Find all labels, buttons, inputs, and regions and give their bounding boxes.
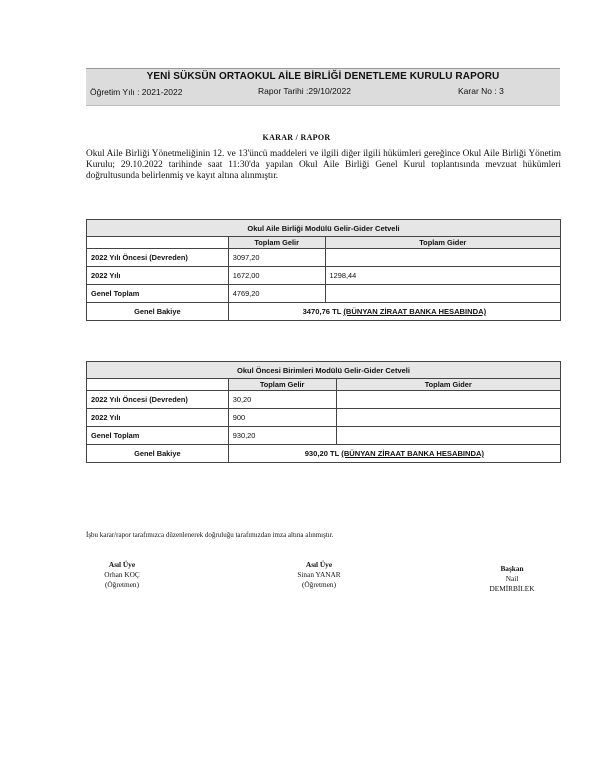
gider-cell [336,427,560,445]
bakiye-value-cell [228,303,560,321]
row-label: 2022 Yılı [87,267,229,285]
signature-block-member-1 [92,560,152,590]
col-toplam-gider: Toplam Gider [325,237,560,249]
row-label: 2022 Yılı Öncesi (Devreden) [87,249,229,267]
bakiye-amount: 3470,76 TL [302,307,342,316]
signature-name: Sinan YANAR [297,570,341,579]
table-title: Okul Aile Birliği Modülü Gelir-Gider Cetveli [87,220,561,237]
row-label: Genel Toplam [87,427,229,445]
signature-name-first: Nail [505,574,519,583]
header-blank-cell [87,237,229,249]
bakiye-value-cell [228,445,560,463]
table-header-row [87,379,561,391]
bakiye-row [87,303,561,321]
table-row [87,267,561,285]
table-row [87,427,561,445]
ogretim-yili: Öğretim Yılı : 2021-2022 [90,87,183,97]
gider-cell [325,249,560,267]
karar-rapor-heading: KARAR / RAPOR [262,133,331,142]
bakiye-label: Genel Bakiye [87,445,229,463]
gider-cell [336,409,560,427]
okul-oncesi-gelir-gider-table [86,361,561,463]
karar-no: Karar No : 3 [458,86,504,96]
signature-block-member-2 [284,560,354,590]
col-toplam-gelir: Toplam Gelir [228,379,336,391]
bakiye-amount: 930,20 TL [304,449,340,458]
row-label: 2022 Yılı Öncesi (Devreden) [87,391,229,409]
table-header-row [87,237,561,249]
table-row [87,285,561,303]
bakiye-bank: (BÜNYAN ZİRAAT BANKA HESABINDA) [343,307,487,316]
report-title: YENİ SÜKSÜN ORTAOKUL AİLE BİRLİĞİ DENETLEME KURULU RAPORU [146,71,500,82]
gelir-cell: 4769,20 [228,285,325,303]
row-label: 2022 Yılı [87,409,229,427]
row-label: Genel Toplam [87,285,229,303]
gider-cell [325,285,560,303]
oab-gelir-gider-table [86,219,561,321]
gelir-cell: 3097,20 [228,249,325,267]
table-title-row [87,220,561,237]
col-toplam-gider: Toplam Gider [336,379,560,391]
gelir-cell: 1672,00 [228,267,325,285]
table-row [87,409,561,427]
gelir-cell: 930,20 [228,427,336,445]
signature-role: Asıl Üye [108,560,136,569]
table-row [87,391,561,409]
table-row [87,249,561,267]
gider-cell: 1298,44 [325,267,560,285]
col-toplam-gelir: Toplam Gelir [228,237,325,249]
table-title-row [87,362,561,379]
footer-note: İşbu karar/rapor tarafımızca düzenlenerek doğruluğu tarafımızdan imza altına alınmıştır. [86,531,334,539]
signature-role: Asıl Üye [305,560,333,569]
gelir-cell: 30,20 [228,391,336,409]
signature-title: (Öğretmen) [301,580,337,589]
rapor-tarihi: Rapor Tarihi :29/10/2022 [258,86,351,96]
bakiye-row [87,445,561,463]
bakiye-label: Genel Bakiye [87,303,229,321]
signature-name-last: DEMİRBİLEK [489,584,535,593]
table-title: Okul Öncesi Birimleri Modülü Gelir-Gider Cetveli [87,362,561,379]
signature-name: Orhan KOÇ [104,570,140,579]
intro-paragraph: Okul Aile Birliği Yönetmeliğinin 12. ve 13'üncü maddeleri ve ilgili diğer ilgili hükümleri gereğince Okul Aile Birliği Yönetim Kurulu; 29.10.2022 tarihinde saat 11:30'da yapılan Okul Aile Birliği Genel Kurul toplantısında mevzuat hükümleri doğrultusunda belirlenmiş ve kayıt altına alınmıştır. [86,149,561,181]
signature-title: (Öğretmen) [104,580,140,589]
bakiye-bank: (BÜNYAN ZİRAAT BANKA HESABINDA) [341,449,485,458]
gelir-cell: 900 [228,409,336,427]
signature-role: Başkan [500,564,524,573]
signature-block-president [480,564,544,594]
report-header [86,68,560,106]
gider-cell [336,391,560,409]
header-blank-cell [87,379,229,391]
